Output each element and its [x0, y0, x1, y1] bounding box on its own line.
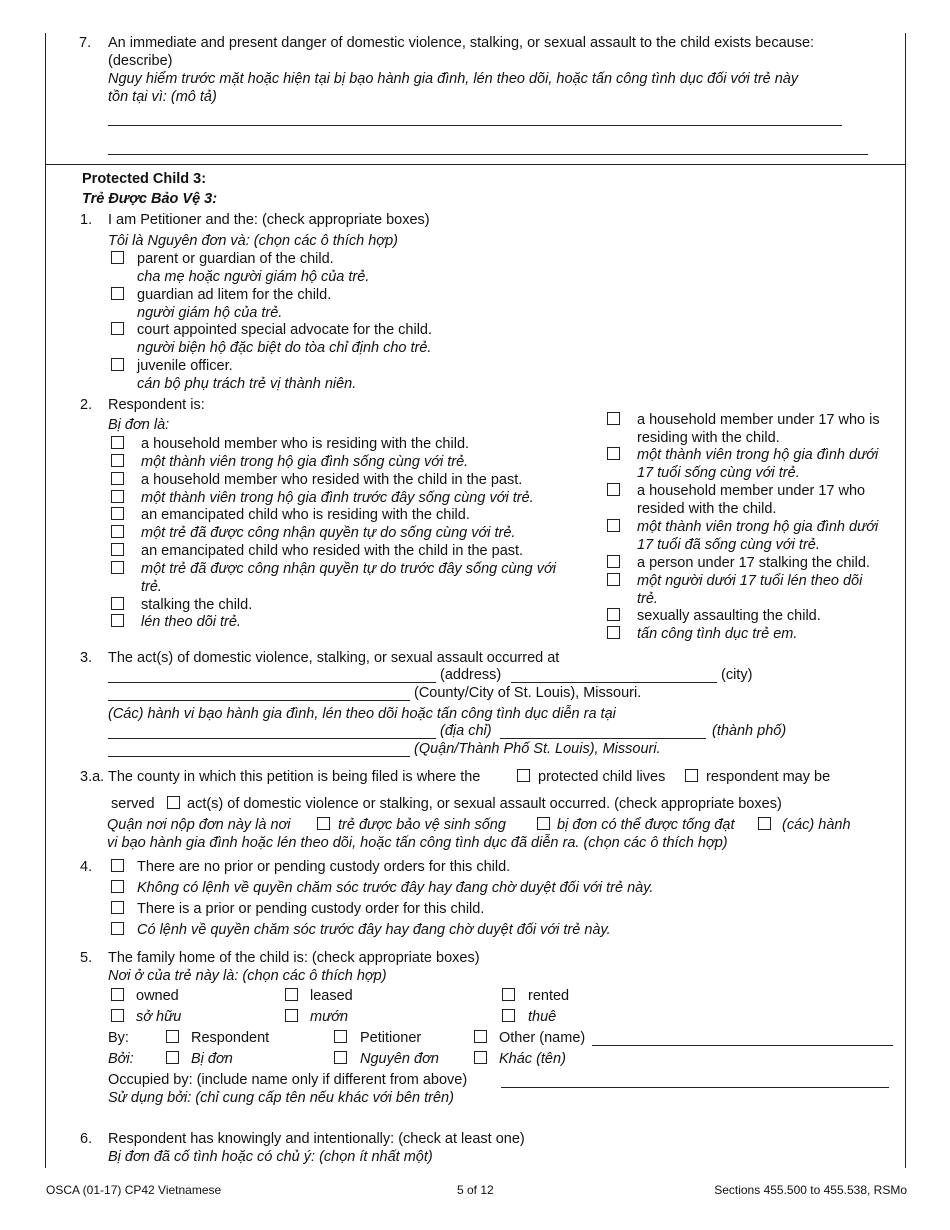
q3-city-label-vi: (thành phố) [712, 723, 787, 739]
q3-address-line[interactable] [108, 682, 436, 683]
q5-rented-label-vi: thuê [528, 1009, 557, 1025]
q1-text: I am Petitioner and the: (check appropriate boxes) [108, 212, 430, 228]
right-border [905, 33, 906, 1168]
q2-left-checkbox[interactable] [111, 597, 124, 610]
q5-by-label-vi: Bởi: [108, 1051, 134, 1067]
q2-right-label-cont: residing with the child. [637, 430, 780, 446]
q5-petitioner-label: Petitioner [360, 1030, 422, 1046]
q3-city-label: (city) [721, 667, 753, 683]
q2-left-label: một thành viên trong hộ gia đình sống cùng với trẻ. [141, 454, 469, 470]
q3a-acts-occurred-checkbox[interactable] [167, 796, 180, 809]
q7-number: 7. [79, 35, 92, 51]
q3a-respondent-served-checkbox-vi[interactable] [537, 817, 550, 830]
q3a-child-lives-checkbox[interactable] [517, 769, 530, 782]
q5-owned-checkbox[interactable] [111, 988, 124, 1001]
q7-text-vi: Nguy hiểm trước mặt hoặc hiện tại bị bạo hành gia đình, lén theo dõi, hoặc tấn công tình dục đối với trẻ này [108, 71, 799, 87]
q2-right-checkbox[interactable] [607, 519, 620, 532]
q3-county-line-vi[interactable] [108, 756, 410, 757]
q2-left-checkbox[interactable] [111, 614, 124, 627]
q6-number: 6. [80, 1131, 93, 1147]
q5-leased-checkbox[interactable] [285, 988, 298, 1001]
q5-leased-checkbox-vi[interactable] [285, 1009, 298, 1022]
q2-left-checkbox[interactable] [111, 543, 124, 556]
q2-left-label: một trẻ đã được công nhận quyền tự do trước đây sống cùng với [141, 561, 556, 577]
q2-right-label: một người dưới 17 tuổi lén theo dõi [637, 573, 863, 589]
q2-right-checkbox[interactable] [607, 412, 620, 425]
q2-right-checkbox[interactable] [607, 608, 620, 621]
q3a-text-vi-cont: vi bạo hành gia đình hoặc lén theo dõi, hoặc tấn công tình dục đã diễn ra. (chọn các ô thích hợp) [107, 835, 728, 851]
q3-county-label-vi: (Quận/Thành Phố St. Louis), Missouri. [414, 741, 661, 757]
q2-left-label: a household member who resided with the child in the past. [141, 472, 523, 488]
q5-other-checkbox[interactable] [474, 1030, 487, 1043]
q3a-child-lives-checkbox-vi[interactable] [317, 817, 330, 830]
q3a-acts-occurred-checkbox-vi[interactable] [758, 817, 771, 830]
q2-number: 2. [80, 397, 93, 413]
footer-page-number: 5 of 12 [457, 1183, 494, 1197]
q5-respondent-label-vi: Bị đơn [191, 1051, 233, 1067]
q4-number: 4. [80, 859, 93, 875]
q2-right-label: a household member under 17 who [637, 483, 866, 499]
q5-respondent-label: Respondent [191, 1030, 270, 1046]
q3a-child-lives-label-vi: trẻ được bảo vệ sinh sống [338, 817, 506, 833]
q5-text-vi: Nơi ở của trẻ này là: (chọn các ô thích hợp) [108, 968, 387, 984]
q2-left-checkbox[interactable] [111, 561, 124, 574]
q3a-child-lives-label: protected child lives [538, 769, 666, 785]
q3a-text-vi: Quận nơi nộp đơn này là nơi [107, 817, 291, 833]
q3-address-label: (address) [440, 667, 502, 683]
q7-answer-line-2[interactable] [108, 154, 868, 155]
q2-left-checkbox[interactable] [111, 525, 124, 538]
q2-right-checkbox[interactable] [607, 483, 620, 496]
q2-left-label: an emancipated child who resided with the child in the past. [141, 543, 524, 559]
q1-parent-checkbox[interactable] [111, 251, 124, 264]
q2-right-label-cont: trẻ. [637, 591, 658, 607]
q5-other-label: Other (name) [499, 1030, 586, 1046]
footer-form-id: OSCA (01-17) CP42 Vietnamese [46, 1183, 222, 1197]
q1-number: 1. [80, 212, 93, 228]
q3-text-vi: (Các) hành vi bạo hành gia đình, lén theo dõi hoặc tấn công tình dục diễn ra tại [108, 706, 616, 722]
q3a-number: 3.a. [80, 769, 105, 785]
q2-left-label: một thành viên trong hộ gia đình trước đây sống cùng với trẻ. [141, 490, 534, 506]
q5-rented-checkbox-vi[interactable] [502, 1009, 515, 1022]
q3-city-line[interactable] [511, 682, 717, 683]
q1-guardian-label: guardian ad litem for the child. [137, 287, 332, 303]
q1-juvenile-checkbox[interactable] [111, 358, 124, 371]
q2-right-label: sexually assaulting the child. [637, 608, 821, 624]
q5-by-label: By: [108, 1030, 129, 1046]
q5-owned-label-vi: sở hữu [136, 1009, 182, 1025]
q4-no-orders-label: There are no prior or pending custody orders for this child. [137, 859, 511, 875]
q1-advocate-label-vi: người biện hộ đặc biệt do tòa chỉ định cho trẻ. [137, 340, 432, 356]
q2-left-label: an emancipated child who is residing with the child. [141, 507, 470, 523]
q6-text-vi: Bị đơn đã cố tình hoặc có chủ ý: (chọn ít nhất một) [108, 1149, 433, 1165]
q2-left-label: một trẻ đã được công nhận quyền tự do sống cùng với trẻ. [141, 525, 516, 541]
q5-owned-checkbox-vi[interactable] [111, 1009, 124, 1022]
q5-other-checkbox-vi[interactable] [474, 1051, 487, 1064]
q4-no-orders-label-vi: Không có lệnh về quyền chăm sóc trước đây hay đang chờ duyệt đối với trẻ này. [137, 880, 654, 896]
q5-respondent-checkbox[interactable] [166, 1030, 179, 1043]
q2-right-checkbox[interactable] [607, 626, 620, 639]
q5-other-label-vi: Khác (tên) [499, 1051, 566, 1067]
q4-no-orders-checkbox[interactable] [111, 859, 124, 872]
q3a-text: The county in which this petition is being filed is where the [108, 769, 481, 785]
q7-text: An immediate and present danger of domestic violence, stalking, or sexual assault to the child exists because: [108, 35, 815, 51]
q1-advocate-checkbox[interactable] [111, 322, 124, 335]
q4-prior-order-label: There is a prior or pending custody order for this child. [137, 901, 485, 917]
q2-right-label-cont: 17 tuổi đã sống cùng với trẻ. [637, 537, 820, 553]
q2-left-checkbox[interactable] [111, 436, 124, 449]
q2-right-label: a person under 17 stalking the child. [637, 555, 870, 571]
q2-text-vi: Bị đơn là: [108, 417, 170, 433]
q2-left-label-cont: trẻ. [141, 579, 162, 595]
q2-left-label: lén theo dõi trẻ. [141, 614, 241, 630]
q5-number: 5. [80, 950, 93, 966]
q4-prior-order-checkbox[interactable] [111, 901, 124, 914]
q2-text: Respondent is: [108, 397, 205, 413]
q5-other-name-line[interactable] [592, 1045, 893, 1046]
q7-answer-line-1[interactable] [108, 125, 842, 126]
q3a-respondent-served-label: respondent may be [706, 769, 831, 785]
left-border [45, 33, 46, 1168]
q2-right-label-cont: resided with the child. [637, 501, 777, 517]
q2-right-checkbox[interactable] [607, 555, 620, 568]
q3-city-line-vi[interactable] [500, 738, 706, 739]
q5-text: The family home of the child is: (check appropriate boxes) [108, 950, 480, 966]
q5-petitioner-checkbox[interactable] [334, 1030, 347, 1043]
q2-left-checkbox[interactable] [111, 472, 124, 485]
q5-rented-checkbox[interactable] [502, 988, 515, 1001]
q5-owned-label: owned [136, 988, 179, 1004]
q2-left-checkbox[interactable] [111, 454, 124, 467]
q2-left-label: a household member who is residing with the child. [141, 436, 470, 452]
q2-left-checkbox[interactable] [111, 490, 124, 503]
q5-occupied-label-vi: Sử dụng bởi: (chỉ cung cấp tên nếu khác với bên trên) [108, 1090, 454, 1106]
q3-county-label: (County/City of St. Louis), Missouri. [414, 685, 642, 701]
q3a-text-cont: served [111, 796, 155, 812]
q2-right-checkbox[interactable] [607, 447, 620, 460]
q7-text-vi-cont: tồn tại vì: (mô tả) [108, 89, 217, 105]
q3-address-label-vi: (địa chỉ) [440, 723, 492, 739]
q1-parent-label: parent or guardian of the child. [137, 251, 334, 267]
q2-right-label: một thành viên trong hộ gia đình dưới [637, 519, 879, 535]
q1-guardian-label-vi: người giám hộ của trẻ. [137, 305, 283, 321]
q1-advocate-label: court appointed special advocate for the child. [137, 322, 433, 338]
q4-prior-order-label-vi: Có lệnh về quyền chăm sóc trước đây hay đang chờ duyệt đối với trẻ này. [137, 922, 611, 938]
q5-occupied-line[interactable] [501, 1087, 889, 1088]
q2-right-label: a household member under 17 who is [637, 412, 880, 428]
q4-prior-order-checkbox-vi[interactable] [111, 922, 124, 935]
q1-guardian-checkbox[interactable] [111, 287, 124, 300]
child3-title-vi: Trẻ Được Bảo Vệ 3: [82, 191, 218, 207]
q3-text: The act(s) of domestic violence, stalking, or sexual assault occurred at [108, 650, 560, 666]
q5-respondent-checkbox-vi[interactable] [166, 1051, 179, 1064]
q7-text-cont: (describe) [108, 53, 173, 69]
q3a-respondent-served-label-vi: bị đơn có thể được tống đạt [557, 817, 735, 833]
q3a-acts-occurred-label: act(s) of domestic violence or stalking, or sexual assault occurred. (check appropriate boxes) [187, 796, 782, 812]
q3-address-line-vi[interactable] [108, 738, 436, 739]
q6-text: Respondent has knowingly and intentionally: (check at least one) [108, 1131, 525, 1147]
q5-occupied-label: Occupied by: (include name only if different from above) [108, 1072, 468, 1088]
q3a-acts-occurred-label-vi: (các) hành [782, 817, 851, 833]
q2-left-label: stalking the child. [141, 597, 253, 613]
q2-left-checkbox[interactable] [111, 507, 124, 520]
q5-rented-label: rented [528, 988, 570, 1004]
q3a-respondent-served-checkbox[interactable] [685, 769, 698, 782]
footer-statute: Sections 455.500 to 455.538, RSMo [714, 1183, 907, 1197]
q5-petitioner-checkbox-vi[interactable] [334, 1051, 347, 1064]
q1-juvenile-label: juvenile officer. [137, 358, 233, 374]
q4-no-orders-checkbox-vi[interactable] [111, 880, 124, 893]
q2-right-label: tấn công tình dục trẻ em. [637, 626, 798, 642]
q1-text-vi: Tôi là Nguyên đơn và: (chọn các ô thích hợp) [108, 233, 398, 249]
q3-number: 3. [80, 650, 93, 666]
q3-county-line[interactable] [108, 700, 410, 701]
q2-right-label-cont: 17 tuổi sống cùng với trẻ. [637, 465, 800, 481]
q5-petitioner-label-vi: Nguyên đơn [360, 1051, 439, 1067]
q1-juvenile-label-vi: cán bộ phụ trách trẻ vị thành niên. [137, 376, 357, 392]
child3-title: Protected Child 3: [82, 171, 207, 187]
q1-parent-label-vi: cha mẹ hoặc người giám hộ của trẻ. [137, 269, 370, 285]
section-divider [45, 164, 905, 165]
q2-right-checkbox[interactable] [607, 573, 620, 586]
q2-right-label: một thành viên trong hộ gia đình dưới [637, 447, 879, 463]
q5-leased-label-vi: mướn [310, 1009, 349, 1025]
q5-leased-label: leased [310, 988, 353, 1004]
